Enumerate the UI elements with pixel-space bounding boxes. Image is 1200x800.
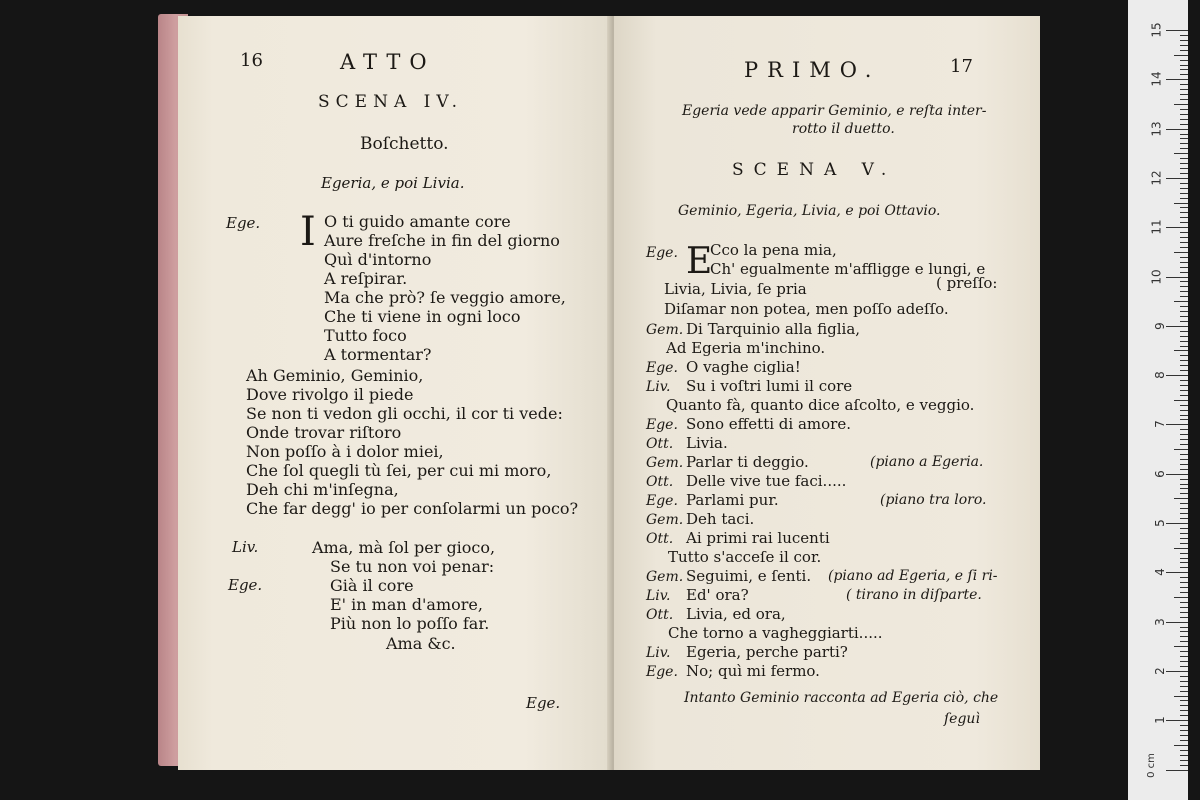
ruler-tick [1180, 740, 1188, 741]
ruler-tick [1180, 715, 1188, 716]
ruler-tick [1166, 79, 1188, 80]
verse-line: A tormentar? [324, 345, 432, 364]
ruler-tick [1180, 513, 1188, 514]
ruler-tick [1180, 193, 1188, 194]
ruler-tick [1180, 222, 1188, 223]
ruler-tick [1180, 641, 1188, 642]
ruler-tick [1180, 74, 1188, 75]
speaker-label: Gem. [646, 512, 684, 528]
ruler-tick [1180, 631, 1188, 632]
ruler-tick [1180, 503, 1188, 504]
drop-cap: E [686, 241, 713, 282]
ruler-tick [1180, 765, 1188, 766]
verse-line: Ama, mà ſol per gioco, [312, 538, 496, 557]
speaker-label: Ege. [226, 214, 261, 232]
ruler-tick [1180, 454, 1188, 455]
ruler-tick [1166, 326, 1188, 327]
ruler-tick [1180, 493, 1188, 494]
verse-line: Aure freſche in fin del giorno [324, 231, 560, 250]
ruler-tick [1180, 198, 1188, 199]
measurement-ruler [1128, 0, 1188, 800]
ruler-tick [1166, 30, 1188, 31]
verse-line: Già il core [330, 576, 414, 595]
verse-line: Ma che prò? ſe veggio amore, [324, 288, 566, 307]
ruler-tick [1174, 153, 1188, 154]
verse-line: Ah Geminio, Geminio, [246, 366, 424, 385]
scene-heading: SCENA V. [732, 160, 897, 180]
verse-line: Che ti viene in ogni loco [324, 307, 521, 326]
stage-direction: rotto il duetto. [792, 121, 895, 137]
speaker-label: Ege. [646, 664, 678, 680]
ruler-tick [1180, 286, 1188, 287]
ruler-tick [1174, 104, 1188, 105]
ruler-number: 5 [1153, 519, 1168, 527]
ruler-tick [1180, 469, 1188, 470]
speaker-label: Gem. [646, 455, 684, 471]
verse-line: Ad Egeria m'inchino. [666, 339, 826, 357]
verse-line: Livia, ed ora, [686, 605, 786, 623]
ruler-tick [1180, 365, 1188, 366]
ruler-number: 7 [1153, 420, 1168, 429]
ruler-tick [1180, 89, 1188, 90]
ruler-tick [1180, 173, 1188, 174]
verse-line: Deh chi m'inſegna, [246, 480, 399, 499]
ruler-number: 14 [1149, 71, 1164, 87]
ruler-tick [1180, 730, 1188, 731]
ruler-tick [1180, 518, 1188, 519]
ruler-tick [1180, 656, 1188, 657]
verse-line: Diſamar non potea, men poſſo adeſſo. [664, 300, 949, 318]
verse-line: Quanto fà, quanto dice aſcolto, e veggio. [666, 396, 975, 414]
ruler-tick [1180, 444, 1188, 445]
ruler-tick [1180, 242, 1188, 243]
ruler-tick [1180, 651, 1188, 652]
ruler-tick [1180, 69, 1188, 70]
ruler-tick [1180, 114, 1188, 115]
verse-line: Non poſſo à i dolor miei, [246, 442, 444, 461]
ruler-tick [1180, 94, 1188, 95]
page-number: 17 [950, 56, 973, 77]
ruler-tick [1180, 119, 1188, 120]
ruler-tick [1180, 602, 1188, 603]
ruler-tick [1180, 661, 1188, 662]
ruler-number: 8 [1153, 371, 1168, 379]
ruler-tick [1180, 666, 1188, 667]
ruler-tick [1180, 538, 1188, 539]
ruler-tick [1180, 168, 1188, 169]
verse-line: Ed' ora? [686, 586, 749, 604]
verse-line: Più non lo poſſo far. [330, 614, 490, 633]
ruler-tick [1180, 385, 1188, 386]
ruler-tick [1180, 691, 1188, 692]
verse-line: Egeria, perche parti? [686, 643, 848, 661]
ruler-tick [1174, 400, 1188, 401]
scene-characters: Egeria, e poi Livia. [321, 174, 465, 192]
ruler-tick [1180, 479, 1188, 480]
ruler-tick [1180, 429, 1188, 430]
ruler-tick [1166, 523, 1188, 524]
speaker-label: Ott. [646, 607, 674, 623]
verse-line: Parlar ti deggio. [686, 453, 809, 471]
ruler-tick [1180, 109, 1188, 110]
ruler-tick [1180, 464, 1188, 465]
speaker-label: Ege. [646, 245, 678, 261]
ruler-tick [1174, 55, 1188, 56]
page-number: 16 [240, 50, 263, 71]
ruler-tick [1180, 735, 1188, 736]
ruler-tick [1180, 65, 1188, 66]
ruler-tick [1166, 671, 1188, 672]
ruler-tick [1180, 232, 1188, 233]
ruler-tick [1180, 592, 1188, 593]
ruler-tick [1180, 143, 1188, 144]
ruler-tick [1174, 252, 1188, 253]
ruler-tick [1180, 681, 1188, 682]
ruler-tick [1166, 375, 1188, 376]
ruler-tick [1180, 158, 1188, 159]
ruler-unit-label: 0 cm [1146, 753, 1158, 778]
ruler-tick [1174, 745, 1188, 746]
ruler-tick [1166, 424, 1188, 425]
ruler-tick [1174, 301, 1188, 302]
ruler-tick [1180, 84, 1188, 85]
ruler-tick [1180, 267, 1188, 268]
ruler-tick [1180, 705, 1188, 706]
ruler-tick [1174, 646, 1188, 647]
ruler-tick [1180, 686, 1188, 687]
ruler-tick [1174, 548, 1188, 549]
stage-direction: ſeguì [944, 711, 980, 727]
ruler-tick [1180, 50, 1188, 51]
ruler-tick [1180, 331, 1188, 332]
verse-line: Che ſol quegli tù ſei, per cui mi moro, [246, 461, 552, 480]
ruler-tick [1180, 163, 1188, 164]
ruler-tick [1180, 124, 1188, 125]
ruler-tick [1180, 553, 1188, 554]
ruler-tick [1174, 449, 1188, 450]
ruler-tick [1166, 572, 1188, 573]
catchword: Ege. [526, 694, 561, 712]
verse-line: Deh taci. [686, 510, 755, 528]
ruler-tick [1180, 321, 1188, 322]
ruler-tick [1174, 203, 1188, 204]
verse-line: Seguimi, e ſenti. [686, 567, 812, 585]
verse-line: Se tu non voi penar: [330, 557, 495, 576]
verse-line: A reſpirar. [324, 269, 408, 288]
ruler-tick [1180, 434, 1188, 435]
ruler-tick [1180, 405, 1188, 406]
verse-line: Che far degg' io per conſolarmi un poco? [246, 499, 579, 518]
ruler-tick [1180, 370, 1188, 371]
speaker-label: Ott. [646, 436, 674, 452]
verse-line: Ch' egualmente m'affligge e lungi, e [710, 260, 986, 278]
verse-line: Parlami pur. [686, 491, 779, 509]
stage-direction: Egeria vede apparir Geminio, e reſta inter- [682, 103, 987, 119]
ruler-tick [1180, 291, 1188, 292]
speaker-label: Gem. [646, 322, 684, 338]
ruler-number: 1 [1153, 716, 1168, 725]
ruler-tick [1180, 188, 1188, 189]
ruler-tick [1180, 217, 1188, 218]
speaker-label: Ege. [646, 493, 678, 509]
right-page [614, 16, 1040, 770]
ruler-tick [1180, 272, 1188, 273]
ruler-tick [1166, 474, 1188, 475]
scene-setting: Boſchetto. [360, 134, 449, 154]
verse-line: Che torno a vagheggiarti..... [668, 624, 883, 642]
ruler-tick [1180, 558, 1188, 559]
ruler-tick [1180, 750, 1188, 751]
ruler-tick [1180, 636, 1188, 637]
ruler-tick [1180, 247, 1188, 248]
speaker-label: Ege. [646, 360, 678, 376]
speaker-label: Liv. [646, 379, 671, 395]
verse-line: Tutto foco [324, 326, 407, 345]
ruler-tick [1180, 577, 1188, 578]
ruler-tick [1180, 306, 1188, 307]
verse-line: Livia. [686, 434, 728, 452]
ruler-tick [1180, 582, 1188, 583]
verse-line: E' in man d'amore, [330, 595, 483, 614]
ruler-number: 13 [1149, 120, 1164, 137]
verse-line: Ai primi rai lucenti [686, 529, 830, 547]
speaker-label: Gem. [646, 569, 684, 585]
ruler-tick [1180, 543, 1188, 544]
verse-line: O vaghe ciglia! [686, 358, 801, 376]
ruler-tick [1180, 207, 1188, 208]
ruler-number: 15 [1149, 22, 1164, 38]
ruler-tick [1180, 725, 1188, 726]
ruler-tick [1180, 710, 1188, 711]
ruler-tick [1180, 562, 1188, 563]
ruler-tick [1180, 35, 1188, 36]
verse-line: No; quì mi fermo. [686, 662, 820, 680]
ruler-tick [1180, 360, 1188, 361]
ruler-tick [1180, 316, 1188, 317]
speaker-label: Liv. [646, 588, 671, 604]
ruler-tick [1180, 183, 1188, 184]
ruler-tick [1166, 277, 1188, 278]
ruler-tick [1180, 755, 1188, 756]
ruler-tick [1180, 760, 1188, 761]
ruler-tick [1180, 484, 1188, 485]
ruler-tick [1180, 336, 1188, 337]
ruler-tick [1180, 488, 1188, 489]
ruler-tick [1174, 498, 1188, 499]
verse-line: Onde trovar riſtoro [246, 423, 402, 442]
ruler-tick [1180, 439, 1188, 440]
ruler-tick [1166, 770, 1188, 771]
ruler-tick [1166, 227, 1188, 228]
aside: (piano tra loro. [880, 492, 987, 508]
ruler-tick [1180, 296, 1188, 297]
ruler-tick [1180, 281, 1188, 282]
ruler-tick [1180, 617, 1188, 618]
ruler-tick [1174, 350, 1188, 351]
verse-line: Cco la pena mia, [710, 241, 837, 259]
ruler-tick [1180, 395, 1188, 396]
verse-line: Di Tarquinio alla figlia, [686, 320, 861, 338]
verse-line: O ti guido amante core [324, 212, 511, 231]
ruler-tick [1180, 676, 1188, 677]
ruler-tick [1180, 607, 1188, 608]
running-head: PRIMO. [744, 58, 881, 82]
scene-heading: SCENA IV. [318, 92, 464, 112]
ruler-tick [1180, 60, 1188, 61]
speaker-label: Liv. [232, 538, 259, 556]
ruler-tick [1180, 311, 1188, 312]
ruler-tick [1180, 257, 1188, 258]
scene-characters: Geminio, Egeria, Livia, e poi Ottavio. [678, 203, 941, 219]
speaker-label: Ott. [646, 531, 674, 547]
aside: (piano a Egeria. [870, 454, 984, 470]
verse-line: Delle vive tue faci..... [686, 472, 847, 490]
ruler-tick [1180, 346, 1188, 347]
ruler-number: 6 [1153, 469, 1168, 478]
ruler-tick [1174, 696, 1188, 697]
ruler-tick [1180, 237, 1188, 238]
ruler-tick [1180, 419, 1188, 420]
speaker-label: Liv. [646, 645, 671, 661]
aside: ( preſſo: [936, 274, 998, 292]
verse-line: Ama &c. [386, 634, 456, 653]
ruler-tick [1180, 148, 1188, 149]
ruler-tick [1180, 459, 1188, 460]
drop-cap: I [300, 209, 316, 255]
ruler-tick [1180, 700, 1188, 701]
ruler-tick [1180, 587, 1188, 588]
ruler-tick [1166, 622, 1188, 623]
ruler-tick [1180, 262, 1188, 263]
ruler-tick [1180, 341, 1188, 342]
ruler-tick [1180, 40, 1188, 41]
ruler-tick [1166, 129, 1188, 130]
speaker-label: Ege. [228, 576, 263, 594]
verse-line: Livia, Livia, ſe pria [664, 280, 807, 298]
ruler-number: 10 [1149, 268, 1164, 285]
ruler-tick [1180, 390, 1188, 391]
ruler-number: 9 [1153, 321, 1168, 330]
stage-direction: Intanto Geminio racconta ad Egeria ciò, che [684, 690, 999, 706]
ruler-tick [1180, 415, 1188, 416]
ruler-tick [1180, 355, 1188, 356]
ruler-number: 11 [1149, 219, 1164, 235]
ruler-tick [1180, 45, 1188, 46]
ruler-tick [1174, 597, 1188, 598]
ruler-tick [1180, 138, 1188, 139]
speaker-label: Ott. [646, 474, 674, 490]
ruler-tick [1180, 99, 1188, 100]
aside: (piano ad Egeria, e ſi ri- [828, 568, 998, 584]
ruler-tick [1166, 720, 1188, 721]
speaker-label: Ege. [646, 417, 678, 433]
aside: ( tirano in diſparte. [846, 587, 982, 603]
ruler-tick [1180, 134, 1188, 135]
ruler-tick [1180, 508, 1188, 509]
verse-line: Dove rivolgo il piede [246, 385, 414, 404]
verse-line: Sono effetti di amore. [686, 415, 851, 433]
verse-line: Tutto s'acceſe il cor. [668, 548, 822, 566]
verse-line: Se non ti vedon gli occhi, il cor ti vede: [246, 404, 563, 423]
ruler-tick [1180, 380, 1188, 381]
left-page [178, 16, 612, 770]
ruler-number: 4 [1153, 568, 1168, 577]
ruler-number: 3 [1153, 617, 1168, 626]
ruler-tick [1180, 612, 1188, 613]
running-head: ATTO [340, 50, 436, 74]
ruler-tick [1180, 212, 1188, 213]
ruler-tick [1180, 528, 1188, 529]
ruler-number: 12 [1149, 170, 1164, 186]
ruler-number: 2 [1153, 667, 1168, 675]
ruler-tick [1166, 178, 1188, 179]
ruler-tick [1180, 410, 1188, 411]
verse-line: Quì d'intorno [324, 250, 432, 269]
verse-line: Su i voſtri lumi il core [686, 377, 853, 395]
ruler-tick [1180, 533, 1188, 534]
ruler-tick [1180, 627, 1188, 628]
ruler-tick [1180, 567, 1188, 568]
